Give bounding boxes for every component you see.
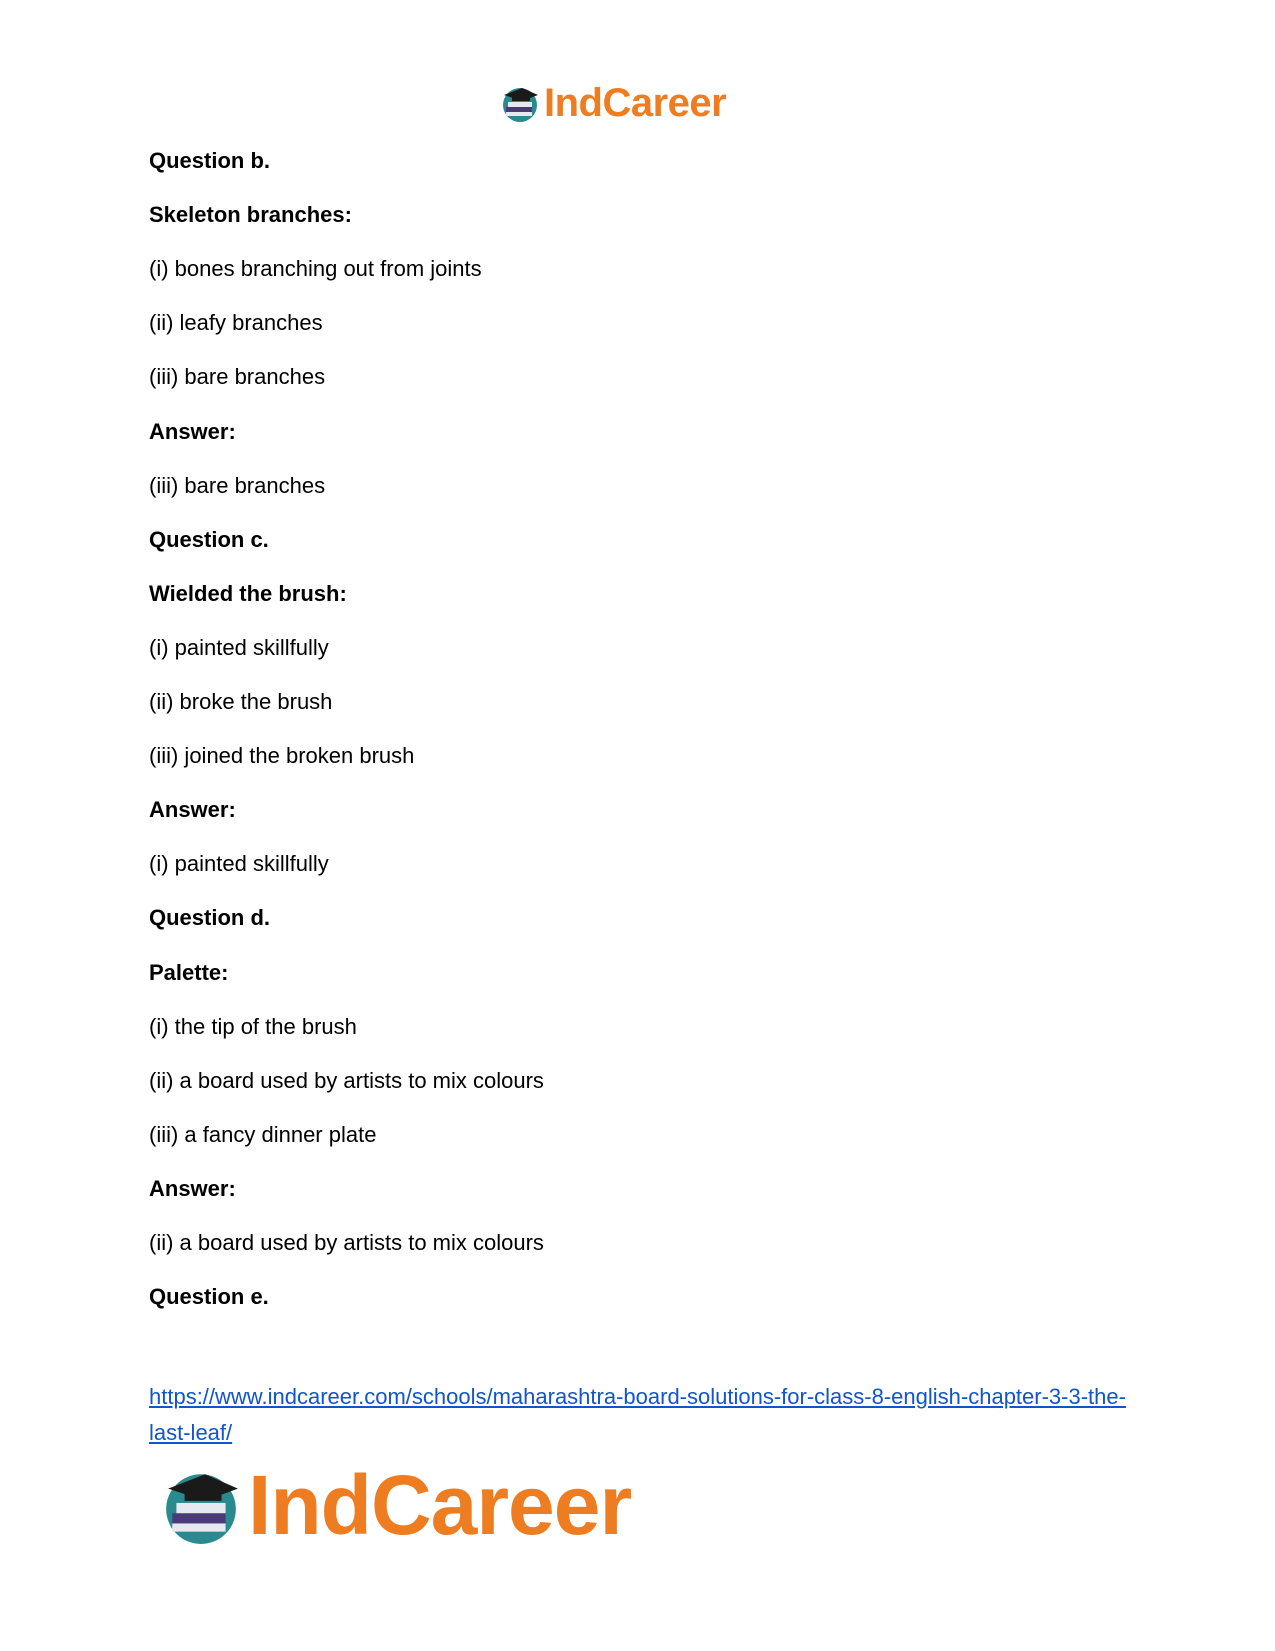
text-line: (iii) a fancy dinner plate [149, 1122, 377, 1147]
book-cap-icon [160, 1464, 242, 1546]
heading-line: Question d. [149, 905, 270, 930]
text-line: (ii) broke the brush [149, 689, 333, 714]
source-link[interactable]: https://www.indcareer.com/schools/maharashtra-board-solutions-for-class-8-english-chapter-3-3-the-last-leaf/ [149, 1384, 1126, 1445]
heading-line: Wielded the brush: [149, 581, 347, 606]
heading-line: Answer: [149, 797, 236, 822]
text-line: (ii) leafy branches [149, 310, 323, 335]
heading-line: Palette: [149, 960, 229, 985]
text-line: (iii) joined the broken brush [149, 743, 415, 768]
footer-logo-text: IndCareer [248, 1458, 632, 1552]
heading-line: Question b. [149, 148, 270, 173]
heading-line: Answer: [149, 419, 236, 444]
text-line: (i) the tip of the brush [149, 1014, 357, 1039]
heading-line: Question e. [149, 1284, 269, 1309]
text-line: (iii) bare branches [149, 364, 326, 389]
text-line: (i) bones branching out from joints [149, 256, 482, 281]
book-cap-icon [500, 83, 540, 123]
text-line: (iii) bare branches [149, 473, 326, 498]
text-line: (i) painted skillfully [149, 635, 329, 660]
header-logo [500, 78, 770, 128]
text-line: (ii) a board used by artists to mix colours [149, 1068, 544, 1093]
heading-line: Answer: [149, 1176, 236, 1201]
text-line: (i) painted skillfully [149, 851, 329, 876]
header-logo-text: IndCareer [544, 81, 727, 125]
heading-line: Skeleton branches: [149, 202, 352, 227]
heading-line: Question c. [149, 527, 269, 552]
text-line: (ii) a board used by artists to mix colours [149, 1230, 544, 1255]
footer-logo [160, 1460, 700, 1550]
